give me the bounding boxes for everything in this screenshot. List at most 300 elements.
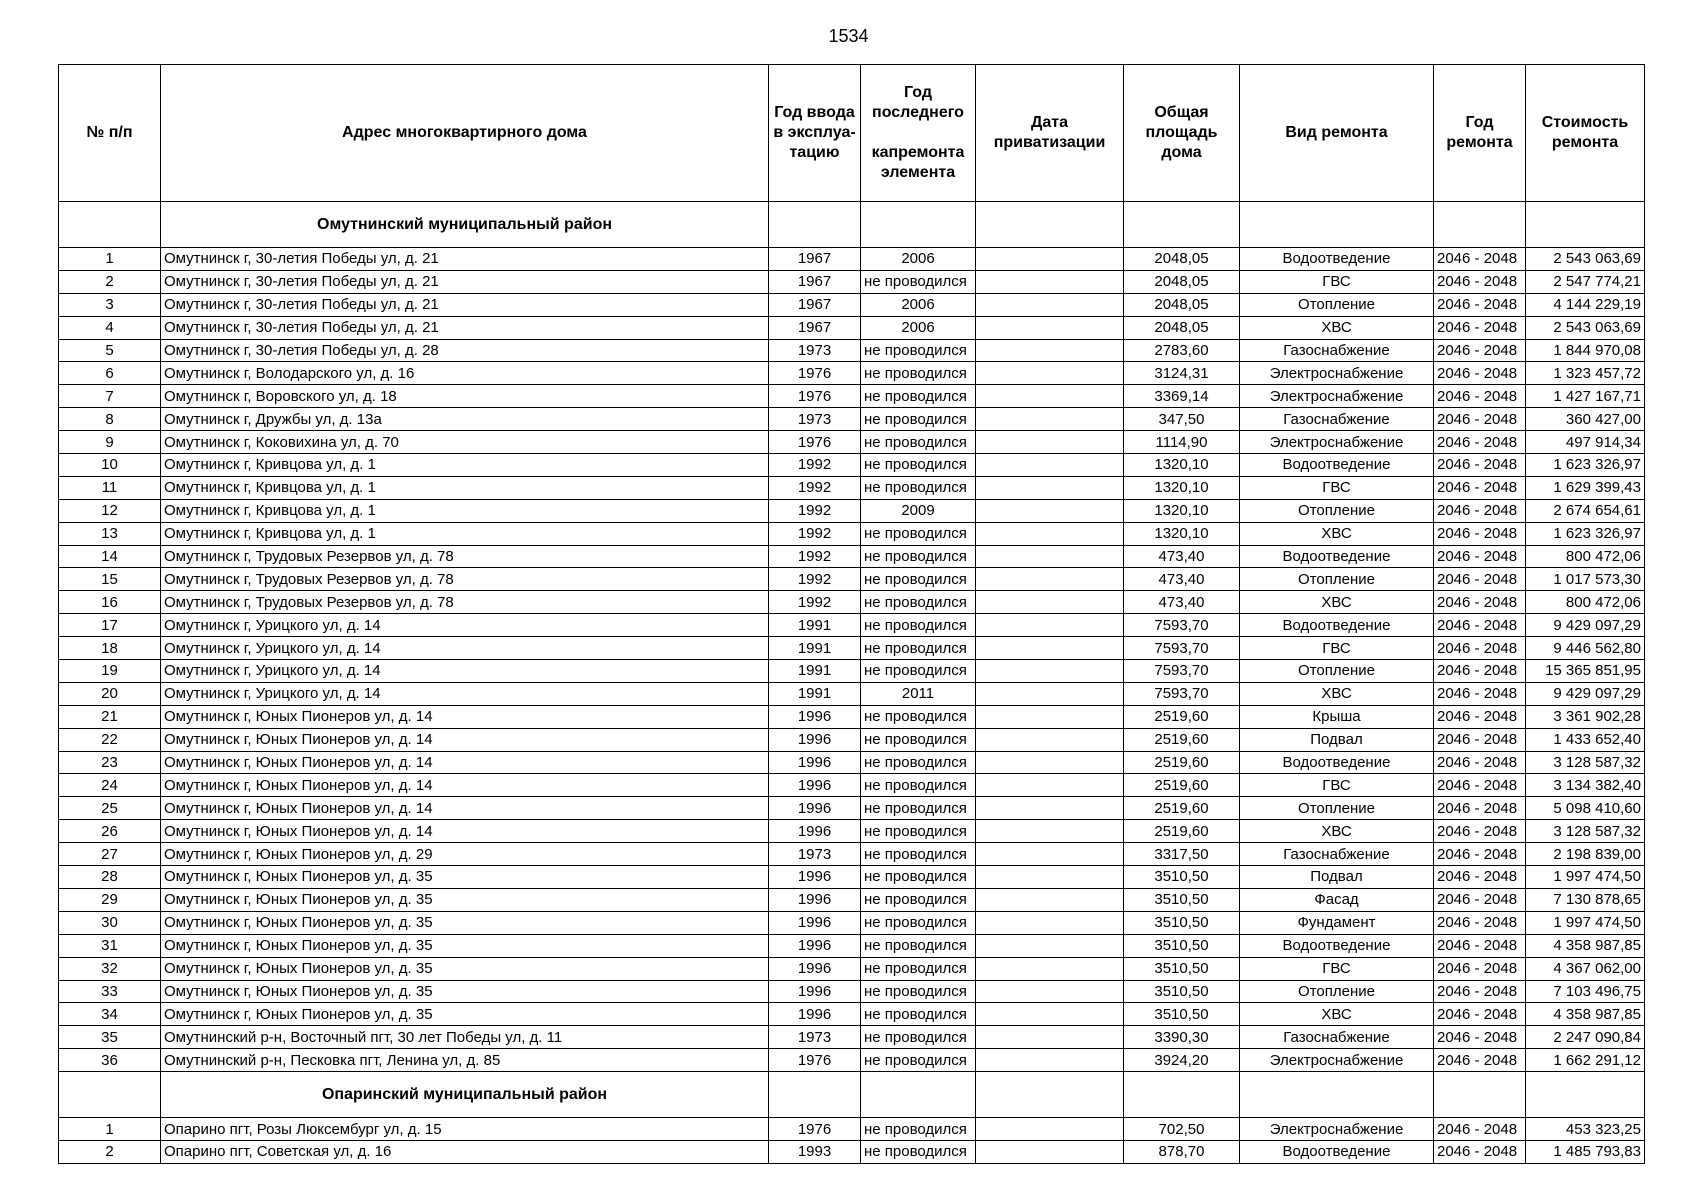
row-total-area: 3369,14 (1124, 385, 1240, 408)
row-repair-type: Водоотведение (1240, 614, 1434, 637)
row-last-capital-repair: 2006 (861, 293, 976, 316)
row-total-area: 2519,60 (1124, 728, 1240, 751)
row-total-area: 2048,05 (1124, 248, 1240, 271)
row-total-area: 3510,50 (1124, 888, 1240, 911)
row-number: 2 (59, 1140, 161, 1163)
row-number: 13 (59, 522, 161, 545)
row-number: 33 (59, 980, 161, 1003)
section-row (59, 1072, 1645, 1118)
row-repair-type: ХВС (1240, 522, 1434, 545)
table-body (59, 202, 1645, 1164)
row-number: 14 (59, 545, 161, 568)
row-number: 25 (59, 797, 161, 820)
row-year-commissioned: 1967 (769, 248, 861, 271)
row-privatization-date (976, 316, 1124, 339)
row-address: Омутнинск г, 30-летия Победы ул, д. 28 (161, 339, 769, 362)
row-repair-cost: 1 629 399,43 (1526, 476, 1645, 499)
row-repair-year: 2046 - 2048 (1434, 1049, 1526, 1072)
row-privatization-date (976, 614, 1124, 637)
row-repair-cost: 1 485 793,83 (1526, 1140, 1645, 1163)
row-repair-type: Отопление (1240, 980, 1434, 1003)
row-address: Омутнинск г, 30-летия Победы ул, д. 21 (161, 248, 769, 271)
row-last-capital-repair: не проводился (861, 888, 976, 911)
row-number: 4 (59, 316, 161, 339)
row-repair-cost: 3 134 382,40 (1526, 774, 1645, 797)
row-total-area: 473,40 (1124, 591, 1240, 614)
row-total-area: 7593,70 (1124, 660, 1240, 683)
row-total-area: 3510,50 (1124, 980, 1240, 1003)
row-repair-type: Газоснабжение (1240, 339, 1434, 362)
row-repair-year: 2046 - 2048 (1434, 614, 1526, 637)
section-empty-cell (861, 1072, 976, 1118)
row-year-commissioned: 1996 (769, 980, 861, 1003)
row-privatization-date (976, 568, 1124, 591)
row-total-area: 3510,50 (1124, 866, 1240, 889)
row-number: 29 (59, 888, 161, 911)
row-number: 36 (59, 1049, 161, 1072)
row-repair-cost: 4 367 062,00 (1526, 957, 1645, 980)
row-number: 30 (59, 911, 161, 934)
row-year-commissioned: 1976 (769, 431, 861, 454)
row-repair-cost: 1 662 291,12 (1526, 1049, 1645, 1072)
row-number: 10 (59, 454, 161, 477)
table-row (59, 431, 1645, 454)
section-empty-cell (1434, 202, 1526, 248)
table-header (59, 65, 1645, 202)
row-last-capital-repair: не проводился (861, 980, 976, 1003)
row-total-area: 1114,90 (1124, 431, 1240, 454)
section-empty-cell (1240, 1072, 1434, 1118)
row-address: Омутнинск г, Юных Пионеров ул, д. 14 (161, 705, 769, 728)
section-empty-cell (976, 1072, 1124, 1118)
row-repair-type: ХВС (1240, 591, 1434, 614)
row-repair-year: 2046 - 2048 (1434, 820, 1526, 843)
row-repair-type: Отопление (1240, 797, 1434, 820)
section-title: Омутнинский муниципальный район (161, 202, 769, 248)
table-row (59, 1140, 1645, 1163)
row-last-capital-repair: не проводился (861, 728, 976, 751)
row-address: Омутнинск г, Трудовых Резервов ул, д. 78 (161, 545, 769, 568)
row-total-area: 473,40 (1124, 545, 1240, 568)
table-row (59, 774, 1645, 797)
row-number: 35 (59, 1026, 161, 1049)
row-repair-year: 2046 - 2048 (1434, 270, 1526, 293)
row-year-commissioned: 1996 (769, 934, 861, 957)
row-repair-year: 2046 - 2048 (1434, 728, 1526, 751)
row-total-area: 1320,10 (1124, 522, 1240, 545)
row-number: 1 (59, 1118, 161, 1141)
row-total-area: 2519,60 (1124, 751, 1240, 774)
row-number: 24 (59, 774, 161, 797)
row-number: 34 (59, 1003, 161, 1026)
table-row (59, 293, 1645, 316)
row-total-area: 2519,60 (1124, 705, 1240, 728)
row-repair-cost: 800 472,06 (1526, 591, 1645, 614)
table-row (59, 522, 1645, 545)
row-repair-year: 2046 - 2048 (1434, 248, 1526, 271)
row-repair-year: 2046 - 2048 (1434, 660, 1526, 683)
row-repair-type: Водоотведение (1240, 751, 1434, 774)
row-privatization-date (976, 728, 1124, 751)
row-address: Омутнинск г, Трудовых Резервов ул, д. 78 (161, 568, 769, 591)
row-year-commissioned: 1992 (769, 454, 861, 477)
row-total-area: 1320,10 (1124, 454, 1240, 477)
table-row (59, 980, 1645, 1003)
row-repair-type: Электроснабжение (1240, 1049, 1434, 1072)
row-year-commissioned: 1992 (769, 476, 861, 499)
row-last-capital-repair: не проводился (861, 1118, 976, 1141)
table-row (59, 705, 1645, 728)
row-privatization-date (976, 454, 1124, 477)
header-repair-type: Вид ремонта (1240, 65, 1434, 202)
row-privatization-date (976, 820, 1124, 843)
row-year-commissioned: 1991 (769, 637, 861, 660)
row-repair-cost: 3 361 902,28 (1526, 705, 1645, 728)
row-privatization-date (976, 637, 1124, 660)
table-row (59, 591, 1645, 614)
row-address: Омутнинск г, Юных Пионеров ул, д. 35 (161, 980, 769, 1003)
row-privatization-date (976, 797, 1124, 820)
row-repair-year: 2046 - 2048 (1434, 362, 1526, 385)
row-total-area: 3510,50 (1124, 1003, 1240, 1026)
header-repair-year: Год ремонта (1434, 65, 1526, 202)
row-privatization-date (976, 476, 1124, 499)
row-repair-cost: 3 128 587,32 (1526, 751, 1645, 774)
row-repair-cost: 1 017 573,30 (1526, 568, 1645, 591)
row-address: Омутнинск г, Володарского ул, д. 16 (161, 362, 769, 385)
row-repair-type: Газоснабжение (1240, 1026, 1434, 1049)
row-year-commissioned: 1992 (769, 591, 861, 614)
row-repair-type: Водоотведение (1240, 545, 1434, 568)
row-year-commissioned: 1973 (769, 408, 861, 431)
row-repair-year: 2046 - 2048 (1434, 797, 1526, 820)
header-total-area: Общая площадь дома (1124, 65, 1240, 202)
row-last-capital-repair: не проводился (861, 911, 976, 934)
row-privatization-date (976, 705, 1124, 728)
row-repair-cost: 2 674 654,61 (1526, 499, 1645, 522)
row-privatization-date (976, 362, 1124, 385)
section-row (59, 202, 1645, 248)
row-address: Омутнинск г, Юных Пионеров ул, д. 35 (161, 957, 769, 980)
row-number: 22 (59, 728, 161, 751)
row-repair-type: Электроснабжение (1240, 362, 1434, 385)
row-total-area: 3317,50 (1124, 843, 1240, 866)
row-address: Омутнинск г, Воровского ул, д. 18 (161, 385, 769, 408)
row-last-capital-repair: не проводился (861, 522, 976, 545)
row-last-capital-repair: не проводился (861, 270, 976, 293)
row-privatization-date (976, 774, 1124, 797)
row-repair-year: 2046 - 2048 (1434, 316, 1526, 339)
row-repair-type: ХВС (1240, 820, 1434, 843)
row-last-capital-repair: не проводился (861, 454, 976, 477)
row-number: 1 (59, 248, 161, 271)
row-year-commissioned: 1973 (769, 339, 861, 362)
section-empty-cell (1240, 202, 1434, 248)
header-address: Адрес многоквартирного дома (161, 65, 769, 202)
table-row (59, 820, 1645, 843)
row-repair-cost: 3 128 587,32 (1526, 820, 1645, 843)
row-address: Омутнинск г, Коковихина ул, д. 70 (161, 431, 769, 454)
row-last-capital-repair: не проводился (861, 934, 976, 957)
row-last-capital-repair: не проводился (861, 545, 976, 568)
row-repair-year: 2046 - 2048 (1434, 934, 1526, 957)
row-repair-year: 2046 - 2048 (1434, 568, 1526, 591)
row-repair-year: 2046 - 2048 (1434, 499, 1526, 522)
row-address: Омутнинск г, Кривцова ул, д. 1 (161, 476, 769, 499)
row-repair-year: 2046 - 2048 (1434, 591, 1526, 614)
row-repair-type: Водоотведение (1240, 934, 1434, 957)
row-address: Омутнинск г, Кривцова ул, д. 1 (161, 499, 769, 522)
section-empty-cell (1124, 202, 1240, 248)
row-repair-cost: 1 997 474,50 (1526, 911, 1645, 934)
table-row (59, 545, 1645, 568)
table-row (59, 911, 1645, 934)
row-repair-year: 2046 - 2048 (1434, 1140, 1526, 1163)
table-row (59, 637, 1645, 660)
row-repair-year: 2046 - 2048 (1434, 431, 1526, 454)
row-total-area: 2783,60 (1124, 339, 1240, 362)
row-year-commissioned: 1992 (769, 545, 861, 568)
row-total-area: 7593,70 (1124, 614, 1240, 637)
row-number: 28 (59, 866, 161, 889)
row-repair-year: 2046 - 2048 (1434, 843, 1526, 866)
row-address: Омутнинск г, Юных Пионеров ул, д. 14 (161, 820, 769, 843)
table-row (59, 934, 1645, 957)
row-repair-cost: 360 427,00 (1526, 408, 1645, 431)
row-address: Омутнинск г, Юных Пионеров ул, д. 35 (161, 888, 769, 911)
row-number: 5 (59, 339, 161, 362)
row-repair-cost: 7 103 496,75 (1526, 980, 1645, 1003)
row-number: 16 (59, 591, 161, 614)
row-address: Омутнинск г, Трудовых Резервов ул, д. 78 (161, 591, 769, 614)
row-address: Опарино пгт, Розы Люксембург ул, д. 15 (161, 1118, 769, 1141)
row-repair-year: 2046 - 2048 (1434, 293, 1526, 316)
row-year-commissioned: 1991 (769, 660, 861, 683)
row-number: 31 (59, 934, 161, 957)
row-year-commissioned: 1967 (769, 270, 861, 293)
row-privatization-date (976, 408, 1124, 431)
row-repair-type: ГВС (1240, 774, 1434, 797)
row-total-area: 473,40 (1124, 568, 1240, 591)
row-number: 20 (59, 682, 161, 705)
row-privatization-date (976, 980, 1124, 1003)
row-address: Омутнинск г, Юных Пионеров ул, д. 35 (161, 866, 769, 889)
row-address: Омутнинск г, 30-летия Победы ул, д. 21 (161, 316, 769, 339)
header-last-capital-repair (861, 65, 976, 202)
section-empty-cell (1124, 1072, 1240, 1118)
row-number: 11 (59, 476, 161, 499)
row-privatization-date (976, 660, 1124, 683)
row-privatization-date (976, 1118, 1124, 1141)
table-row (59, 888, 1645, 911)
row-year-commissioned: 1996 (769, 1003, 861, 1026)
row-repair-type: Водоотведение (1240, 454, 1434, 477)
row-privatization-date (976, 751, 1124, 774)
row-last-capital-repair: не проводился (861, 408, 976, 431)
section-empty-cell (1526, 202, 1645, 248)
row-total-area: 2519,60 (1124, 820, 1240, 843)
row-repair-year: 2046 - 2048 (1434, 1118, 1526, 1141)
row-repair-cost: 2 247 090,84 (1526, 1026, 1645, 1049)
table-row (59, 476, 1645, 499)
row-last-capital-repair: не проводился (861, 362, 976, 385)
row-number: 7 (59, 385, 161, 408)
row-number: 32 (59, 957, 161, 980)
row-address: Омутнинск г, Урицкого ул, д. 14 (161, 682, 769, 705)
row-repair-year: 2046 - 2048 (1434, 408, 1526, 431)
table-row (59, 339, 1645, 362)
table-row (59, 957, 1645, 980)
table-row (59, 385, 1645, 408)
row-year-commissioned: 1993 (769, 1140, 861, 1163)
row-address: Омутнинск г, Урицкого ул, д. 14 (161, 660, 769, 683)
row-last-capital-repair: не проводился (861, 339, 976, 362)
row-year-commissioned: 1976 (769, 385, 861, 408)
section-empty-cell (1526, 1072, 1645, 1118)
row-last-capital-repair: не проводился (861, 1049, 976, 1072)
row-privatization-date (976, 293, 1124, 316)
row-repair-cost: 7 130 878,65 (1526, 888, 1645, 911)
row-year-commissioned: 1996 (769, 774, 861, 797)
row-repair-year: 2046 - 2048 (1434, 637, 1526, 660)
row-last-capital-repair: не проводился (861, 866, 976, 889)
table-row (59, 614, 1645, 637)
row-total-area: 2048,05 (1124, 293, 1240, 316)
row-privatization-date (976, 431, 1124, 454)
row-repair-year: 2046 - 2048 (1434, 385, 1526, 408)
row-last-capital-repair: не проводился (861, 1140, 976, 1163)
row-year-commissioned: 1996 (769, 820, 861, 843)
row-repair-year: 2046 - 2048 (1434, 957, 1526, 980)
row-address: Омутнинск г, Юных Пионеров ул, д. 35 (161, 911, 769, 934)
row-number: 17 (59, 614, 161, 637)
row-number: 6 (59, 362, 161, 385)
row-privatization-date (976, 682, 1124, 705)
row-total-area: 347,50 (1124, 408, 1240, 431)
row-year-commissioned: 1992 (769, 568, 861, 591)
row-repair-cost: 1 427 167,71 (1526, 385, 1645, 408)
row-last-capital-repair: не проводился (861, 660, 976, 683)
table-row (59, 660, 1645, 683)
section-title: Опаринский муниципальный район (161, 1072, 769, 1118)
table-row (59, 454, 1645, 477)
row-total-area: 2519,60 (1124, 774, 1240, 797)
row-year-commissioned: 1967 (769, 316, 861, 339)
row-address: Омутнинск г, Юных Пионеров ул, д. 14 (161, 751, 769, 774)
row-repair-cost: 1 844 970,08 (1526, 339, 1645, 362)
row-year-commissioned: 1996 (769, 957, 861, 980)
row-last-capital-repair: не проводился (861, 774, 976, 797)
row-total-area: 878,70 (1124, 1140, 1240, 1163)
row-last-capital-repair: не проводился (861, 385, 976, 408)
table-row (59, 866, 1645, 889)
row-repair-year: 2046 - 2048 (1434, 339, 1526, 362)
row-year-commissioned: 1976 (769, 362, 861, 385)
row-privatization-date (976, 866, 1124, 889)
row-last-capital-repair: не проводился (861, 591, 976, 614)
row-total-area: 7593,70 (1124, 637, 1240, 660)
row-last-capital-repair: не проводился (861, 637, 976, 660)
row-privatization-date (976, 1049, 1124, 1072)
table-row (59, 1003, 1645, 1026)
row-address: Омутнинск г, Юных Пионеров ул, д. 29 (161, 843, 769, 866)
table-row (59, 1118, 1645, 1141)
row-year-commissioned: 1973 (769, 843, 861, 866)
table-row (59, 499, 1645, 522)
row-repair-type: Подвал (1240, 728, 1434, 751)
row-repair-type: Подвал (1240, 866, 1434, 889)
row-repair-type: Электроснабжение (1240, 431, 1434, 454)
row-number: 8 (59, 408, 161, 431)
table-row (59, 843, 1645, 866)
row-privatization-date (976, 1003, 1124, 1026)
row-year-commissioned: 1996 (769, 866, 861, 889)
row-address: Омутнинск г, Юных Пионеров ул, д. 35 (161, 934, 769, 957)
table-row (59, 1049, 1645, 1072)
header-year-commissioned: Год ввода в эксплуа-тацию (769, 65, 861, 202)
row-last-capital-repair: не проводился (861, 476, 976, 499)
row-number: 9 (59, 431, 161, 454)
row-last-capital-repair: не проводился (861, 1026, 976, 1049)
row-repair-type: Отопление (1240, 499, 1434, 522)
row-repair-year: 2046 - 2048 (1434, 705, 1526, 728)
section-empty-cell (59, 202, 161, 248)
row-privatization-date (976, 957, 1124, 980)
row-last-capital-repair: не проводился (861, 957, 976, 980)
header-last-capital-repair-line2: капремонта элемента (871, 144, 965, 181)
row-repair-type: Электроснабжение (1240, 385, 1434, 408)
row-privatization-date (976, 499, 1124, 522)
row-last-capital-repair: не проводился (861, 705, 976, 728)
table-row (59, 362, 1645, 385)
row-repair-cost: 2 543 063,69 (1526, 316, 1645, 339)
row-repair-type: Фасад (1240, 888, 1434, 911)
row-number: 15 (59, 568, 161, 591)
row-last-capital-repair: 2006 (861, 316, 976, 339)
row-last-capital-repair: не проводился (861, 568, 976, 591)
row-year-commissioned: 1996 (769, 751, 861, 774)
table-row (59, 248, 1645, 271)
row-address: Омутнинск г, Юных Пионеров ул, д. 35 (161, 1003, 769, 1026)
row-repair-type: Фундамент (1240, 911, 1434, 934)
section-empty-cell (769, 202, 861, 248)
row-address: Омутнинск г, Урицкого ул, д. 14 (161, 614, 769, 637)
row-repair-year: 2046 - 2048 (1434, 980, 1526, 1003)
row-year-commissioned: 1992 (769, 499, 861, 522)
row-address: Омутнинск г, Юных Пионеров ул, д. 14 (161, 797, 769, 820)
row-privatization-date (976, 934, 1124, 957)
row-repair-year: 2046 - 2048 (1434, 1003, 1526, 1026)
row-repair-year: 2046 - 2048 (1434, 682, 1526, 705)
row-repair-year: 2046 - 2048 (1434, 522, 1526, 545)
row-repair-year: 2046 - 2048 (1434, 866, 1526, 889)
row-repair-cost: 2 198 839,00 (1526, 843, 1645, 866)
row-total-area: 3510,50 (1124, 934, 1240, 957)
row-address: Омутнинск г, Кривцова ул, д. 1 (161, 522, 769, 545)
row-repair-cost: 1 323 457,72 (1526, 362, 1645, 385)
row-year-commissioned: 1996 (769, 705, 861, 728)
row-repair-type: Газоснабжение (1240, 843, 1434, 866)
section-empty-cell (976, 202, 1124, 248)
row-number: 12 (59, 499, 161, 522)
header-privatization-date: Дата приватизации (976, 65, 1124, 202)
row-privatization-date (976, 385, 1124, 408)
row-total-area: 3390,30 (1124, 1026, 1240, 1049)
header-num: № п/п (59, 65, 161, 202)
row-repair-cost: 497 914,34 (1526, 431, 1645, 454)
row-repair-cost: 800 472,06 (1526, 545, 1645, 568)
row-year-commissioned: 1996 (769, 728, 861, 751)
